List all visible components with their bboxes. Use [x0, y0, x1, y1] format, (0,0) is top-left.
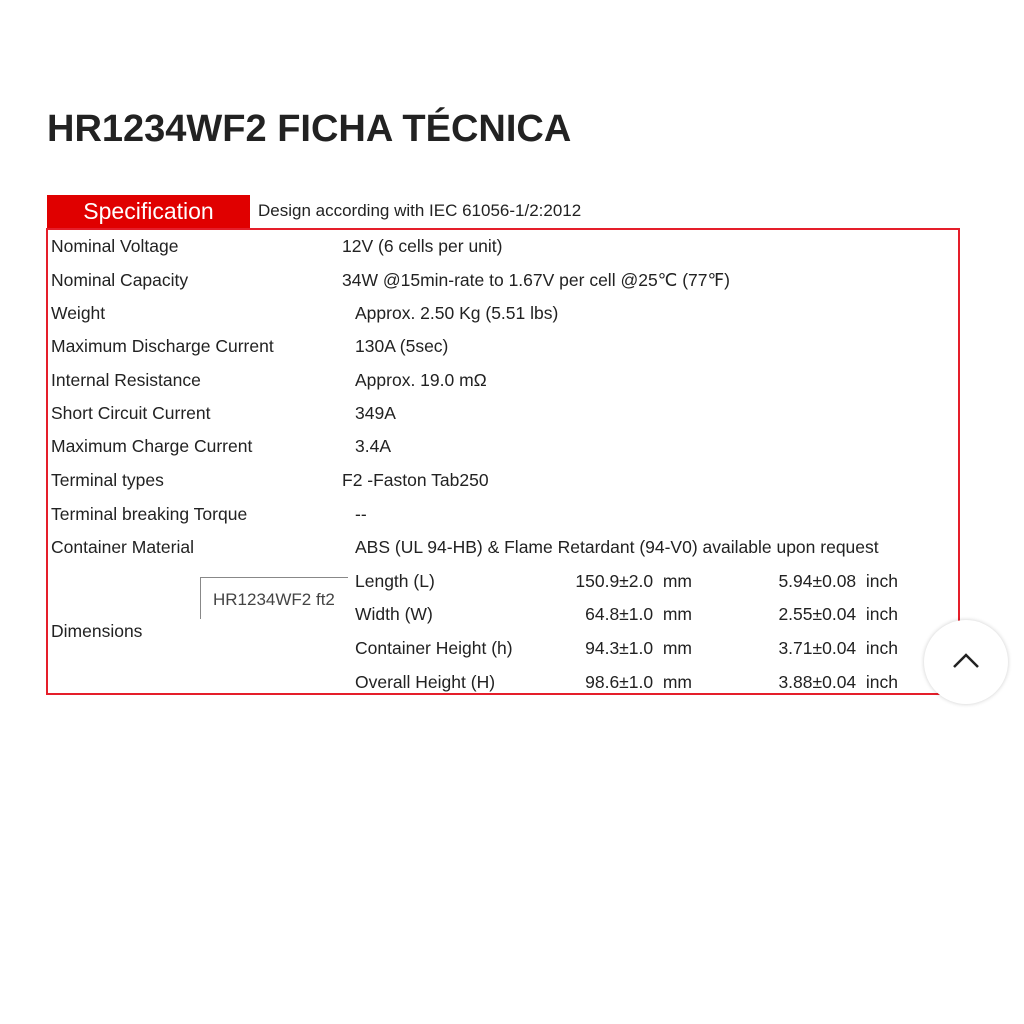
- spec-value: Approx. 2.50 Kg (5.51 lbs): [355, 303, 559, 323]
- chevron-up-icon: [951, 650, 981, 670]
- spec-label: Terminal breaking Torque: [51, 504, 248, 524]
- spec-label: Container Material: [51, 537, 194, 557]
- dimension-inch: 3.71±0.04 inch: [778, 638, 898, 658]
- dimension-mm: 98.6±1.0 mm: [585, 672, 692, 692]
- spec-value: 349A: [355, 403, 396, 423]
- spec-value: 12V (6 cells per unit): [342, 236, 503, 256]
- design-standard: Design according with IEC 61056-1/2:2012: [258, 201, 582, 220]
- spec-label: Maximum Discharge Current: [51, 336, 274, 356]
- page-title: HR1234WF2 FICHA TÉCNICA: [47, 108, 572, 150]
- dimension-inch: 5.94±0.08 inch: [778, 571, 898, 591]
- dimension-inch: 3.88±0.04 inch: [778, 672, 898, 692]
- specification-header: Specification: [47, 195, 250, 228]
- dimension-name: Overall Height (H): [355, 672, 496, 692]
- spec-value: F2 -Faston Tab250: [342, 470, 489, 490]
- image-tooltip: HR1234WF2 ft2: [200, 577, 348, 619]
- spec-label: Terminal types: [51, 470, 164, 490]
- spec-value: 34W @15min-rate to 1.67V per cell @25℃ (77℉): [342, 270, 730, 290]
- spec-value: Approx. 19.0 mΩ: [355, 370, 487, 390]
- spec-value: 130A (5sec): [355, 336, 449, 356]
- spec-label: Nominal Capacity: [51, 270, 189, 290]
- spec-value: ABS (UL 94-HB) & Flame Retardant (94-V0) available upon request: [355, 537, 879, 557]
- dimension-name: Container Height (h): [355, 638, 513, 658]
- scroll-to-top-button[interactable]: [924, 620, 1008, 704]
- spec-label: Maximum Charge Current: [51, 436, 253, 456]
- dimensions-label: Dimensions: [51, 621, 143, 641]
- dimension-mm: 64.8±1.0 mm: [585, 604, 692, 624]
- spec-label: Short Circuit Current: [51, 403, 211, 423]
- spec-label: Internal Resistance: [51, 370, 201, 390]
- spec-table: [46, 228, 960, 695]
- spec-label: Nominal Voltage: [51, 236, 179, 256]
- spec-value: 3.4A: [355, 436, 391, 456]
- dimension-name: Width (W): [355, 604, 433, 624]
- dimension-inch: 2.55±0.04 inch: [778, 604, 898, 624]
- dimension-mm: 150.9±2.0 mm: [575, 571, 692, 591]
- spec-label: Weight: [51, 303, 106, 323]
- dimension-name: Length (L): [355, 571, 435, 591]
- dimension-mm: 94.3±1.0 mm: [585, 638, 692, 658]
- spec-value: --: [355, 504, 367, 524]
